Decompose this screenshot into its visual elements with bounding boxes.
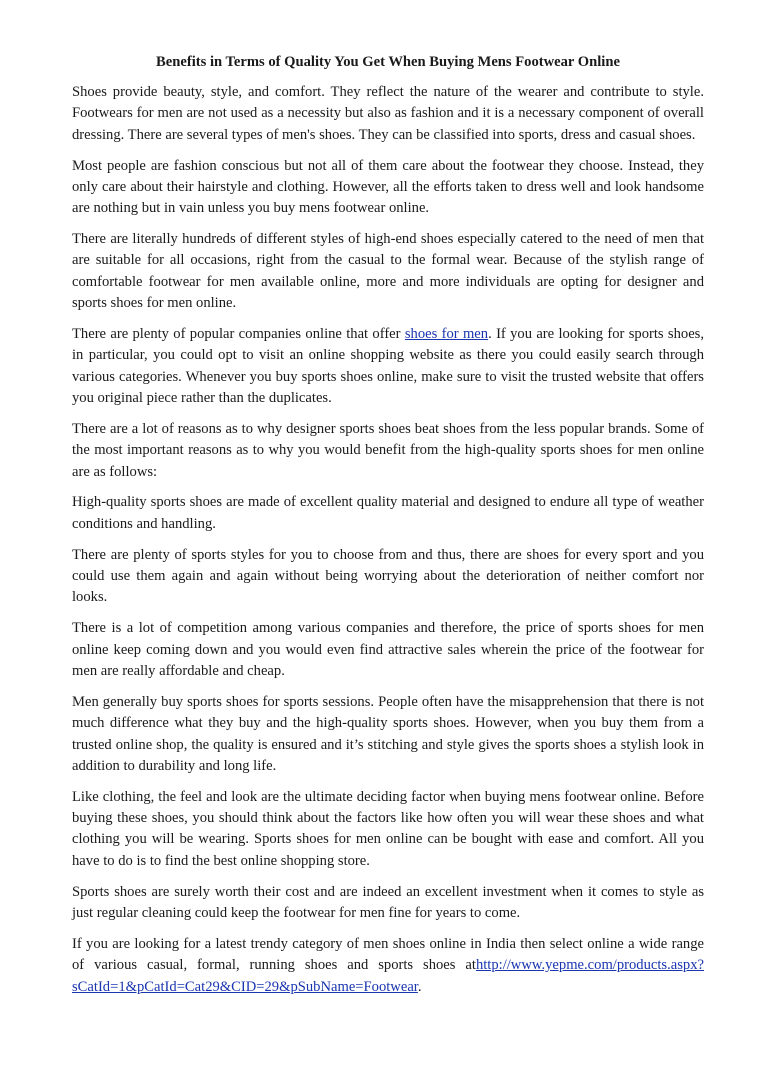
paragraph-5: There are a lot of reasons as to why designer sports shoes beat shoes from the less popular brands. Some of the most important reasons as to why you would benefit from the high-quality sports shoes for men online are as follows: <box>72 420 704 480</box>
paragraph-7: There are plenty of sports styles for you to choose from and thus, there are shoes for every sport and you could use them again and again without being worrying about the deterioration of neither comfort nor looks. <box>72 546 704 606</box>
paragraph-10: Like clothing, the feel and look are the ultimate deciding factor when buying mens footwear online. Before buying these shoes, you should think about the factors like how often you will wear these shoes and what clothing you will be wearing. Sports shoes for men online can be bought with ease and comfort. All you have to do is to find the best online shopping store. <box>72 788 704 869</box>
document-page <box>72 52 704 1008</box>
paragraph-4-text-before: There are plenty of popular companies online that offer <box>72 326 405 343</box>
paragraph-4 <box>72 324 704 409</box>
paragraph-6: High-quality sports shoes are made of excellent quality material and designed to endure all type of weather conditions and handling. <box>72 494 704 532</box>
paragraph-3: There are literally hundreds of different styles of high-end shoes especially catered to the need of men that are suitable for all occasions, right from the casual to the formal wear. Because of the stylish range of comfortable footwear for men available online, more and more individuals are opting for designer and sports shoes for men online. <box>72 231 704 312</box>
paragraph-11: Sports shoes are surely worth their cost and are indeed an excellent investment when it comes to style as just regular cleaning could keep the footwear for men fine for years to come. <box>72 883 704 921</box>
paragraph-8: There is a lot of competition among various companies and therefore, the price of sports shoes for men online keep coming down and you would even find attractive sales wherein the price of the footwear for men are really affordable and cheap. <box>72 620 704 679</box>
document-title: Benefits in Terms of Quality You Get When Buying Mens Footwear Online <box>156 54 620 70</box>
yepme-footwear-link[interactable]: http://www.yepme.com/products.aspx?sCatId=1&pCatId=Cat29&CID=29&pSubName=Footwear <box>72 957 704 995</box>
paragraph-9: Men generally buy sports shoes for sports sessions. People often have the misapprehension that there is not much difference what they buy and the high-quality sports shoes. However, when you buy them from a trusted online shop, the quality is ensured and it’s stitching and style gives the sports shoes a stylish look in addition to durability and long life. <box>72 693 704 774</box>
paragraph-12-text-before: If you are looking for a latest trendy category of men shoes online in India then select online a wide range of various casual, formal, running shoes and sports shoes at <box>72 935 704 974</box>
paragraph-4-text-after: . If you are looking for sports shoes, in particular, you could opt to visit an online shopping website as there you could easily search through various categories. Whenever you buy sports shoes online, make sure to visit the trusted website that offers you original piece rather than the duplicates. <box>72 326 705 406</box>
shoes-for-men-link[interactable]: shoes for men <box>404 326 489 343</box>
paragraph-2: Most people are fashion conscious but not all of them care about the footwear they choose. Instead, they only care about their hairstyle and clothing. However, all the efforts taken to dress well and look handsome are nothing but in vain unless you buy mens footwear online. <box>72 157 704 217</box>
paragraph-1: Shoes provide beauty, style, and comfort. They reflect the nature of the wearer and contribute to style. Footwears for men are not used as a necessity but also as fashion and it is a necessary component of overall dressing. There are several types of men's shoes. They can be classified into sports, dress and casual shoes. <box>72 84 704 143</box>
paragraph-12-text-after: . <box>417 978 422 995</box>
paragraph-12 <box>72 934 704 998</box>
